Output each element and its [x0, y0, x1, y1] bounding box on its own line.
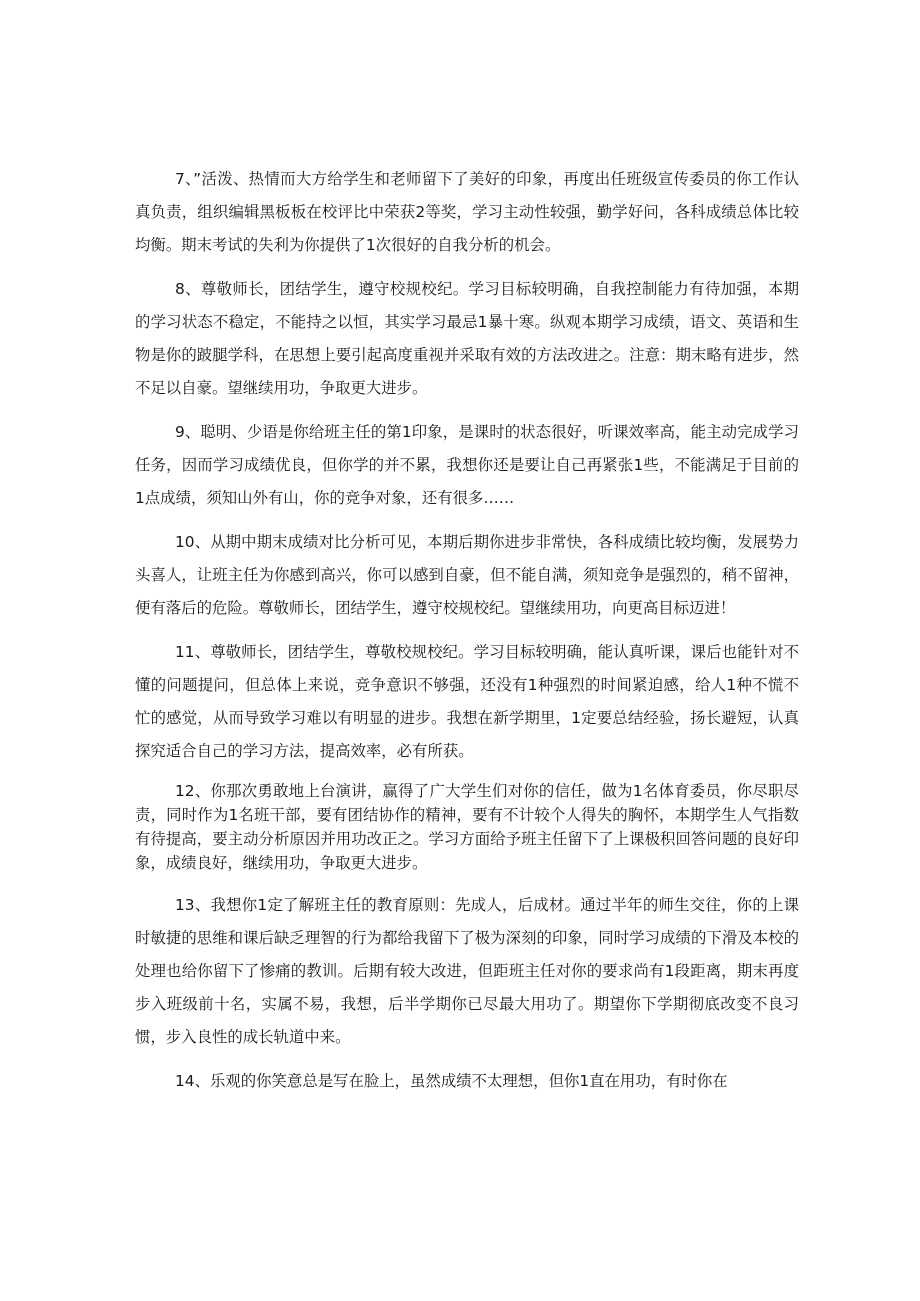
comment-paragraph-11: 11、尊敬师长，团结学生，尊敬校规校纪。学习目标较明确，能认真听课，课后也能针对不懂的问题提问，但总体上来说，竞争意识不够强，还没有1种强烈的时间紧迫感，给人1种不慌不忙的感觉，从而导致学习难以有明显的进步。我想在新学期里，1定要总结经验，扬长避短，认真探究适合自己的学习方法，提高效率，必有所获。: [135, 643, 799, 760]
comment-paragraph-10: 10、从期中期末成绩对比分析可见，本期后期你进步非常快，各科成绩比较均衡，发展势力头喜人，让班主任为你感到高兴，你可以感到自豪，但不能自满，须知竞争是强烈的，稍不留神，便有落后的危险。尊敬师长，团结学生，遵守校规校纪。望继续用功，向更高目标迈进！: [135, 533, 799, 617]
comment-paragraph-12: 12、你那次勇敢地上台演讲，赢得了广大学生们对你的信任，做为1名体育委员，你尽职尽责，同时作为1名班干部，要有团结协作的精神，要有不计较个人得失的胸怀，本期学生人气指数有待提高，要主动分析原因并用功改正之。学习方面给予班主任留下了上课极积回答问题的良好印象，成绩良好，继续用功，争取更大进步。: [135, 782, 799, 872]
comment-paragraph-14: 14、乐观的你笑意总是写在脸上，虽然成绩不太理想，但你1直在用功，有时你在: [175, 1072, 728, 1090]
comment-paragraph-13: 13、我想你1定了解班主任的教育原则：先成人，后成材。通过半年的师生交往，你的上课时敏捷的思维和课后缺乏理智的行为都给我留下了极为深刻的印象，同时学习成绩的下滑及本校的处理也给你留下了惨痛的教训。后期有较大改进，但距班主任对你的要求尚有1段距离，期末再度步入班级前十名，实属不易，我想，后半学期你已尽最大用功了。期望你下学期彻底改变不良习惯，步入良性的成长轨道中来。: [135, 896, 799, 1046]
comment-paragraph-8: 8、尊敬师长，团结学生，遵守校规校纪。学习目标较明确，自我控制能力有待加强，本期的学习状态不稳定，不能持之以恒，其实学习最忌1暴十寒。纵观本期学习成绩，语文、英语和生物是你的跛腿学科，在思想上要引起高度重视并采取有效的方法改进之。注意：期末略有进步，然不足以自豪。望继续用功，争取更大进步。: [135, 280, 799, 397]
comment-paragraph-7: 7、”活泼、热情而大方给学生和老师留下了美好的印象，再度出任班级宣传委员的你工作认真负责，组织编辑黑板板在校评比中荣获2等奖，学习主动性较强，勤学好问，各科成绩总体比较均衡。期末考试的失利为你提供了1次很好的自我分析的机会。: [135, 170, 799, 254]
comment-paragraph-9: 9、聪明、少语是你给班主任的第1印象，是课时的状态很好，听课效率高，能主动完成学习任务，因而学习成绩优良，但你学的并不累，我想你还是要让自己再紧张1些，不能满足于目前的1点成绩，须知山外有山，你的竞争对象，还有很多……: [135, 423, 799, 507]
document-body: [135, 163, 799, 1098]
